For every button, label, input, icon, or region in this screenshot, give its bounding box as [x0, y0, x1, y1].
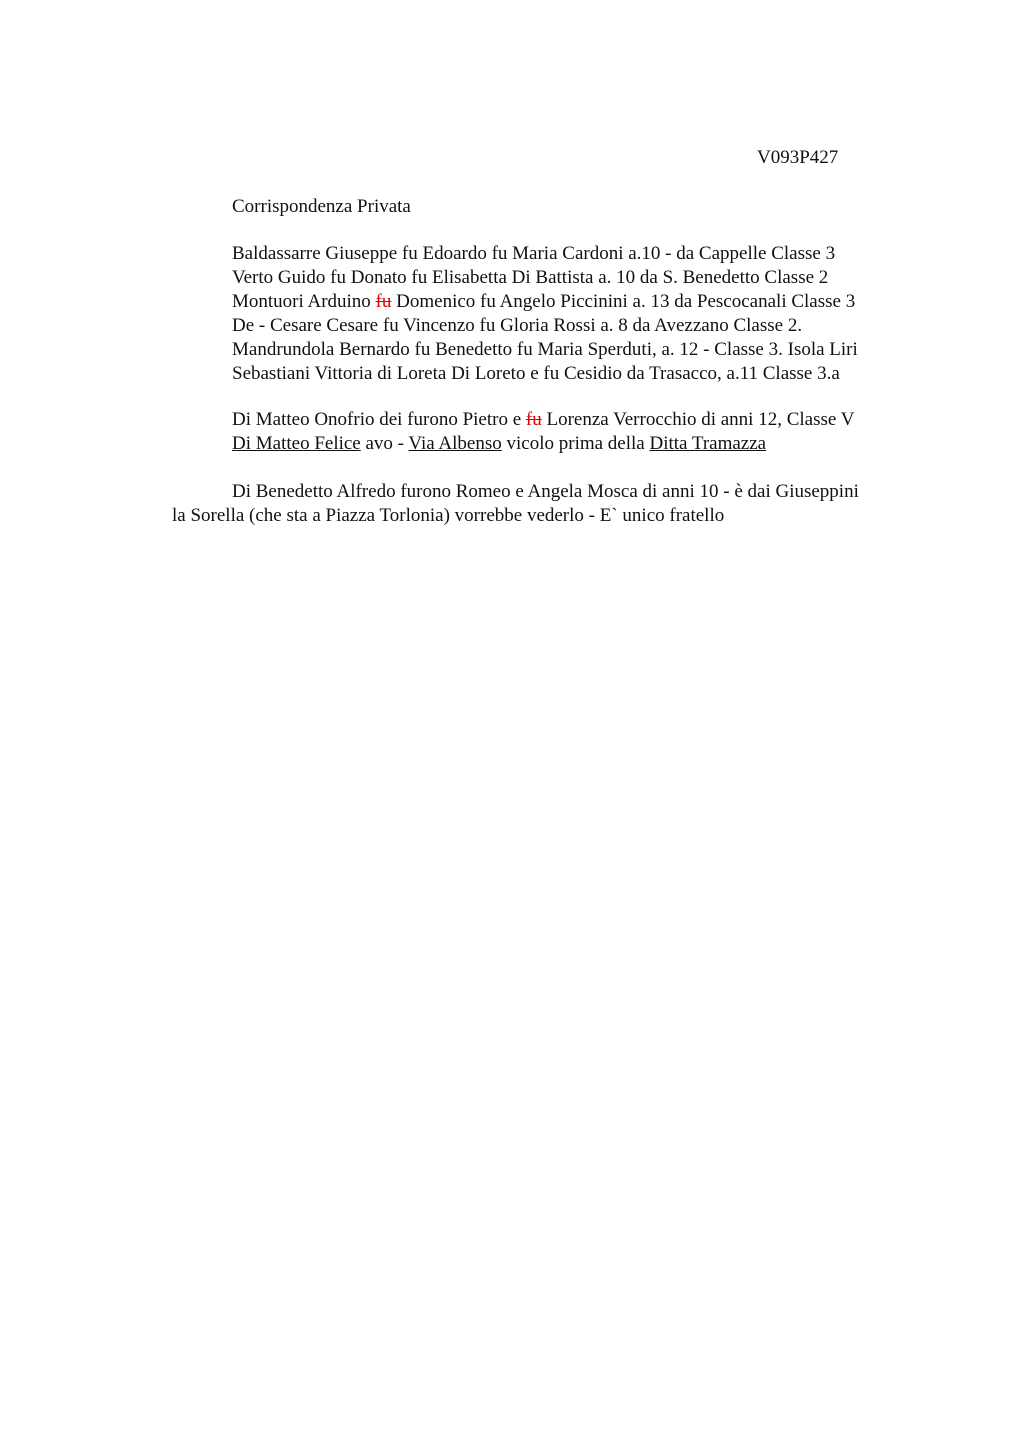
- list-line-4: De - Cesare Cesare fu Vincenzo fu Gloria Rossi a. 8 da Avezzano Classe 2.: [232, 315, 803, 336]
- di-matteo-line-2-text-1: avo -: [360, 433, 409, 454]
- list-line-5: Mandrundola Bernardo fu Benedetto fu Maria Sperduti, a. 12 - Classe 3. Isola Liri: [232, 339, 858, 360]
- list-line-6: Sebastiani Vittoria di Loreta Di Loreto e fu Cesidio da Trasacco, a.11 Classe 3.a: [232, 363, 840, 384]
- underlined-name: Di Matteo Felice: [232, 433, 361, 454]
- di-benedetto-paragraph: [172, 480, 932, 528]
- di-matteo-block: [232, 408, 854, 456]
- student-list-block: [232, 242, 858, 386]
- paragraph-line-2: la Sorella (che sta a Piazza Torlonia) vorrebbe vederlo - E` unico fratello: [172, 505, 725, 526]
- di-matteo-line-1: [232, 408, 854, 432]
- document-id: V093P427: [757, 147, 839, 168]
- struck-word: fu: [525, 409, 542, 430]
- list-line-3-pre: Montuori Arduino: [232, 291, 376, 312]
- list-line-3: [232, 290, 858, 314]
- paragraph-line-1: Di Benedetto Alfredo furono Romeo e Angela Mosca di anni 10 - è dai Giuseppini: [232, 481, 859, 502]
- di-matteo-line-1-pre: Di Matteo Onofrio dei furono Pietro e: [232, 409, 526, 430]
- di-matteo-line-1-post: Lorenza Verrocchio di anni 12, Classe V: [541, 409, 855, 430]
- underlined-business: Ditta Tramazza: [649, 433, 767, 454]
- list-line-3-post: Domenico fu Angelo Piccinini a. 13 da Pescocanali Classe 3: [391, 291, 856, 312]
- underlined-address: Via Albenso: [408, 433, 502, 454]
- document-heading: Corrispondenza Privata: [232, 196, 411, 217]
- di-matteo-line-2-text-2: vicolo prima della: [501, 433, 650, 454]
- di-matteo-line-2: [232, 432, 854, 456]
- list-line-2: Verto Guido fu Donato fu Elisabetta Di Battista a. 10 da S. Benedetto Classe 2: [232, 267, 829, 288]
- struck-word: fu: [375, 291, 392, 312]
- list-line-1: Baldassarre Giuseppe fu Edoardo fu Maria Cardoni a.10 - da Cappelle Classe 3: [232, 243, 836, 264]
